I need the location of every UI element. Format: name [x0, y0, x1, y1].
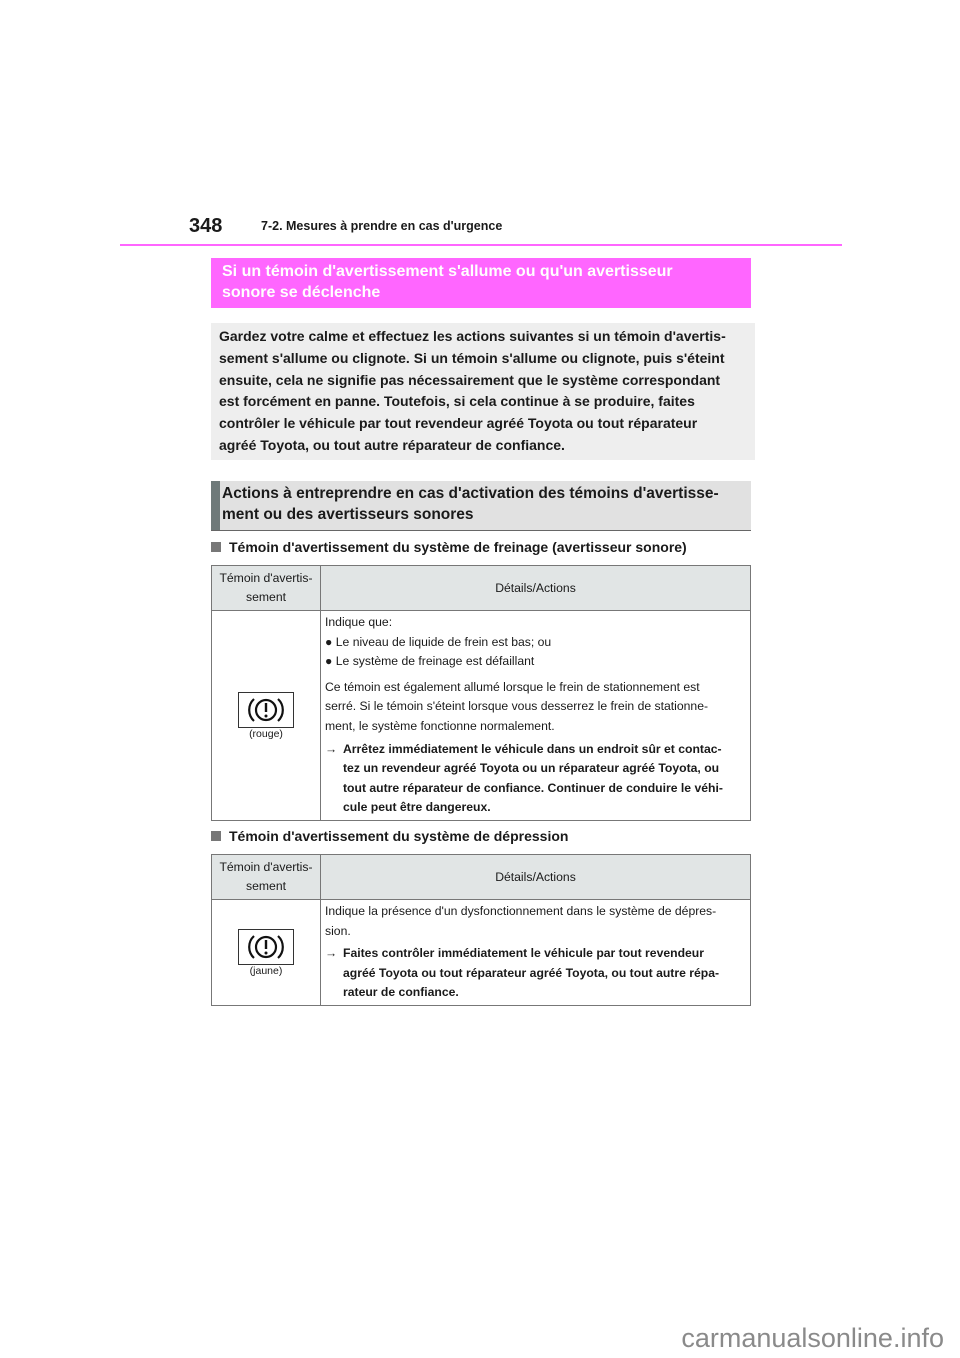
subsection-line: Actions à entreprendre en cas d'activation des témoins d'avertisse-	[222, 485, 719, 502]
section-title-box	[211, 258, 751, 308]
warning-table-vacuum	[211, 854, 751, 1006]
square-bullet-icon	[211, 831, 221, 841]
title-line: sonore se déclenche	[222, 284, 381, 301]
color-label: (jaune)	[249, 964, 283, 977]
vacuum-warning-icon	[238, 929, 294, 965]
action-text	[325, 944, 746, 964]
note-line: Indique la présence d'un dysfonctionnement dans le système de dépres-	[325, 904, 717, 918]
light-cell	[212, 611, 321, 821]
intro-line: contrôler le véhicule par tout revendeur agréé Toyota ou tout réparateur	[219, 415, 698, 432]
details-cell	[321, 611, 751, 821]
col-header-light	[212, 566, 321, 611]
action-line: Arrêtez immédiatement le véhicule dans un endroit sûr et contac-	[343, 741, 722, 756]
table-heading-text: Témoin d'avertissement du système de dépression	[229, 828, 569, 844]
color-label: (rouge)	[249, 727, 283, 740]
action-line: tez un revendeur agréé Toyota ou un réparateur agréé Toyota, ou	[343, 761, 720, 776]
warning-table-brake	[211, 565, 751, 821]
action-text	[325, 740, 746, 760]
subsection-header	[211, 481, 751, 531]
chapter-title: 7-2. Mesures à prendre en cas d'urgence	[261, 219, 503, 233]
watermark: carmanualsonline.info	[681, 1323, 944, 1353]
header-accent-bar	[211, 481, 220, 530]
action-line: tout autre réparateur de confiance. Continuer de conduire le véhi-	[343, 780, 723, 795]
intro-line: est forcément en panne. Toutefois, si cela continue à se produire, faites	[219, 393, 695, 410]
action-line: Faites contrôler immédiatement le véhicule par tout revendeur	[343, 946, 704, 961]
table-heading-text: Témoin d'avertissement du système de freinage (avertisseur sonore)	[229, 539, 687, 555]
intro-box	[211, 323, 755, 460]
square-bullet-icon	[211, 542, 221, 552]
bullet-text: Le système de freinage est défaillant	[335, 654, 535, 669]
intro-line: agréé Toyota, ou tout autre réparateur de confiance.	[219, 436, 565, 453]
intro-line: sement s'allume ou clignote. Si un témoin s'allume ou clignote, puis s'éteint	[219, 349, 725, 366]
intro-line: Gardez votre calme et effectuez les actions suivantes si un témoin d'avertis-	[219, 328, 726, 344]
header-line: Témoin d'avertis-	[219, 860, 313, 874]
header-line: Témoin d'avertis-	[219, 571, 313, 585]
note-line: ment, le système fonctionne normalement.	[325, 718, 555, 733]
intro-line: ensuite, cela ne signifie pas nécessairement que le système correspondant	[219, 371, 721, 388]
light-cell	[212, 900, 321, 1006]
brake-warning-icon	[238, 692, 294, 728]
table-heading	[211, 828, 568, 844]
arrow-icon: →	[325, 946, 338, 961]
header-divider	[120, 244, 842, 246]
bullet-item: ● Le niveau de liquide de frein est bas; ou	[325, 634, 552, 649]
header-line: sement	[246, 879, 286, 893]
action-line: rateur de confiance.	[343, 985, 459, 1000]
note-line: serré. Si le témoin s'éteint lorsque vous desserrez le frein de stationne-	[325, 699, 709, 714]
arrow-icon: →	[325, 741, 338, 756]
details-cell	[321, 900, 751, 1006]
details-intro: Indique que:	[325, 615, 393, 629]
table-heading	[211, 539, 687, 555]
col-header-details: Détails/Actions	[321, 566, 751, 611]
action-line: cule peut être dangereux.	[343, 800, 491, 815]
action-line: agréé Toyota ou tout réparateur agréé Toyota, ou tout autre répa-	[343, 965, 720, 980]
title-line: Si un témoin d'avertissement s'allume ou qu'un avertisseur	[222, 263, 673, 280]
note-line: Ce témoin est également allumé lorsque le frein de stationnement est	[325, 679, 700, 694]
bullet-text: Le niveau de liquide de frein est bas; ou	[335, 634, 552, 649]
note-line: sion.	[325, 923, 351, 938]
header-line: sement	[246, 590, 286, 604]
subsection-line: ment ou des avertisseurs sonores	[222, 506, 474, 523]
col-header-light	[212, 855, 321, 900]
bullet-item: ● Le système de freinage est défaillant	[325, 654, 535, 669]
col-header-details: Détails/Actions	[321, 855, 751, 900]
page-number: 348	[189, 215, 223, 237]
